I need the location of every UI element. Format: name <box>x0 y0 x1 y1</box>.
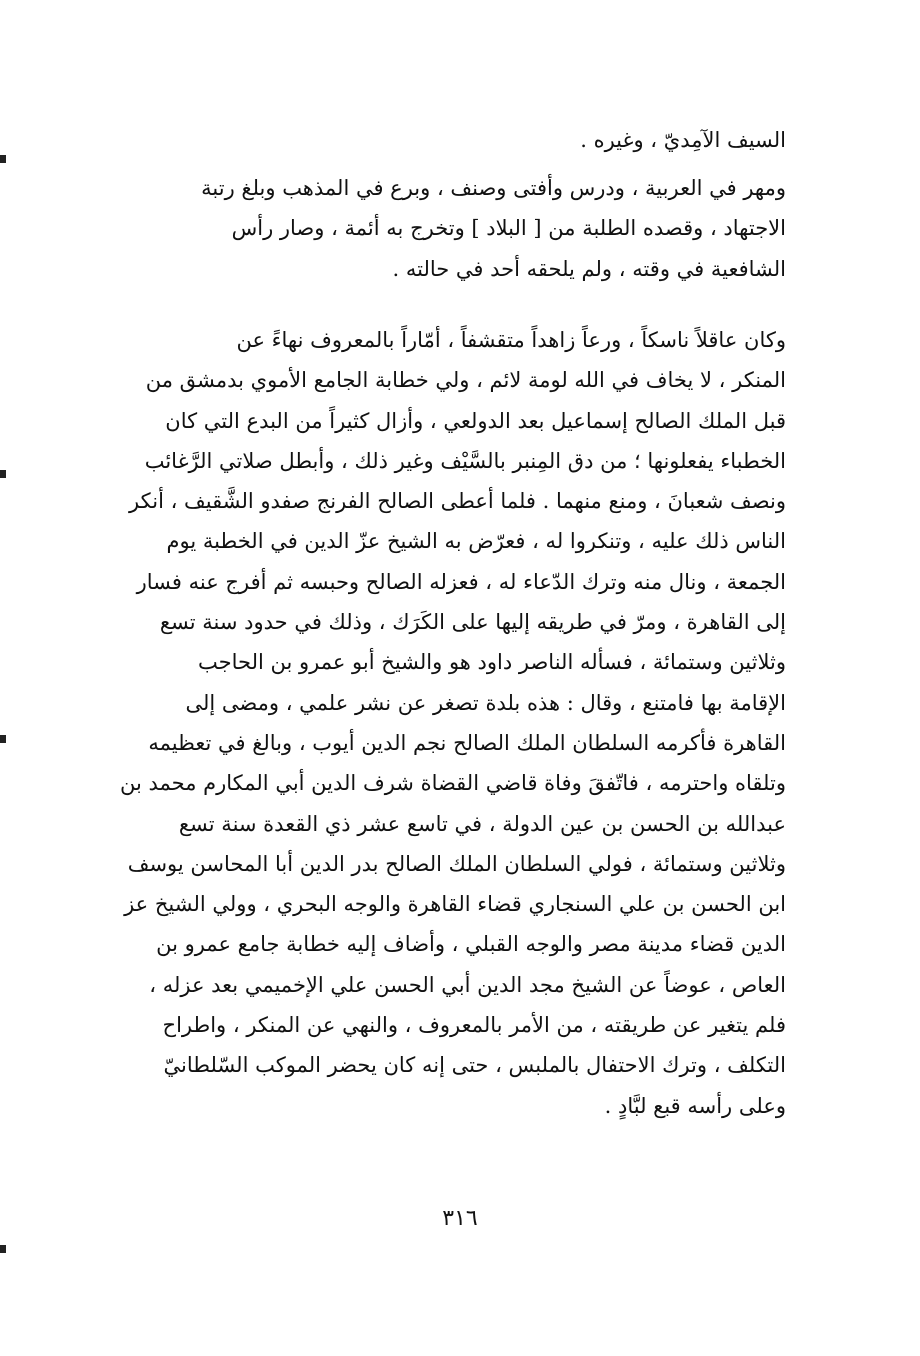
text-line: ومهر في العربية ، ودرس وأفتى وصنف ، وبرع في المذهب وبلغ رتبة <box>201 176 786 200</box>
text-line: العاص ، عوضاً عن الشيخ مجد الدين أبي الحسن علي الإخميمي بعد عزله ، <box>149 972 786 997</box>
page-number: ٣١٦ <box>442 1206 478 1231</box>
text-line: إلى القاهرة ، ومرّ في طريقه إليها على الكَرَك ، وذلك في حدود سنة تسع <box>159 610 786 635</box>
paragraph-scholarship <box>120 168 786 289</box>
text-line: الشافعية في وقته ، ولم يلحقه أحد في حالته . <box>392 256 786 281</box>
text-line: عبدالله بن الحسن بن عين الدولة ، في تاسع عشر ذي القعدة سنة تسع <box>178 811 786 836</box>
text-line: الخطباء يفعلونها ؛ من دق المِنبر بالسَّيْف وغير ذلك ، وأبطل صلاتي الرَّغائب <box>144 448 786 473</box>
text-line: الناس ذلك عليه ، وتنكروا له ، فعرّض به الشيخ عزّ الدين في الخطبة يوم <box>166 529 786 554</box>
text-line: المنكر ، لا يخاف في الله لومة لائم ، ولي خطابة الجامع الأموي بدمشق من <box>145 368 786 393</box>
text-line: فلم يتغير عن طريقته ، من الأمر بالمعروف ، والنهي عن المنكر ، واطراح <box>162 1013 786 1038</box>
text-line: السيف الآمِديّ ، وغيره . <box>580 128 786 152</box>
margin-mark <box>0 470 6 478</box>
text-line: وتلقاه واحترمه ، فاتّفقَ وفاة قاضي القضاة شرف الدين أبي المكارم محمد بن <box>120 771 786 796</box>
text-line: ابن الحسن بن علي السنجاري قضاء القاهرة والوجه البحري ، وولي الشيخ عز <box>124 892 786 917</box>
text-line: الدين قضاء مدينة مصر والوجه القبلي ، وأضاف إليه خطابة جامع عمرو بن <box>156 932 786 957</box>
text-line: وثلاثين وستمائة ، فولي السلطان الملك الصالح بدر الدين أبا المحاسن يوسف <box>127 851 786 876</box>
text-line: ونصف شعبانَ ، ومنع منهما . فلما أعطى الصالح الفرنج صفدو الشَّقيف ، أنكر <box>129 489 786 514</box>
text-line: الاجتهاد ، وقصده الطلبة من [ البلاد ] وتخرج به أئمة ، وصار رأس <box>231 216 786 241</box>
text-line: التكلف ، وترك الاحتفال بالملبس ، حتى إنه كان يحضر الموكب السّلطانيّ <box>163 1053 786 1078</box>
text-line: الإقامة بها فامتنع ، وقال : هذه بلدة تصغر عن نشر علمي ، ومضى إلى <box>185 690 786 715</box>
text-line: وعلى رأسه قبع لبَّادٍ . <box>604 1093 786 1118</box>
text-line: القاهرة فأكرمه السلطان الملك الصالح نجم الدين أيوب ، وبالغ في تعظيمه <box>148 730 786 755</box>
text-line: الجمعة ، ونال منه وترك الدّعاء له ، فعزله الصالح وحبسه ثم أفرج عنه فسار <box>136 569 786 594</box>
paragraph-continuation <box>120 120 786 160</box>
margin-mark <box>0 155 6 163</box>
margin-mark <box>0 1245 6 1253</box>
paragraph-biography <box>120 320 786 1126</box>
text-line: قبل الملك الصالح إسماعيل بعد الدولعي ، وأزال كثيراً من البدع التي كان <box>165 408 786 433</box>
text-line: وكان عاقلاً ناسكاً ، ورعاً زاهداً متقشفاً ، أمّاراً بالمعروف نهاءً عن <box>236 328 786 352</box>
margin-mark <box>0 735 6 743</box>
text-line: وثلاثين وستمائة ، فسأله الناصر داود هو والشيخ أبو عمرو بن الحاجب <box>198 650 786 675</box>
